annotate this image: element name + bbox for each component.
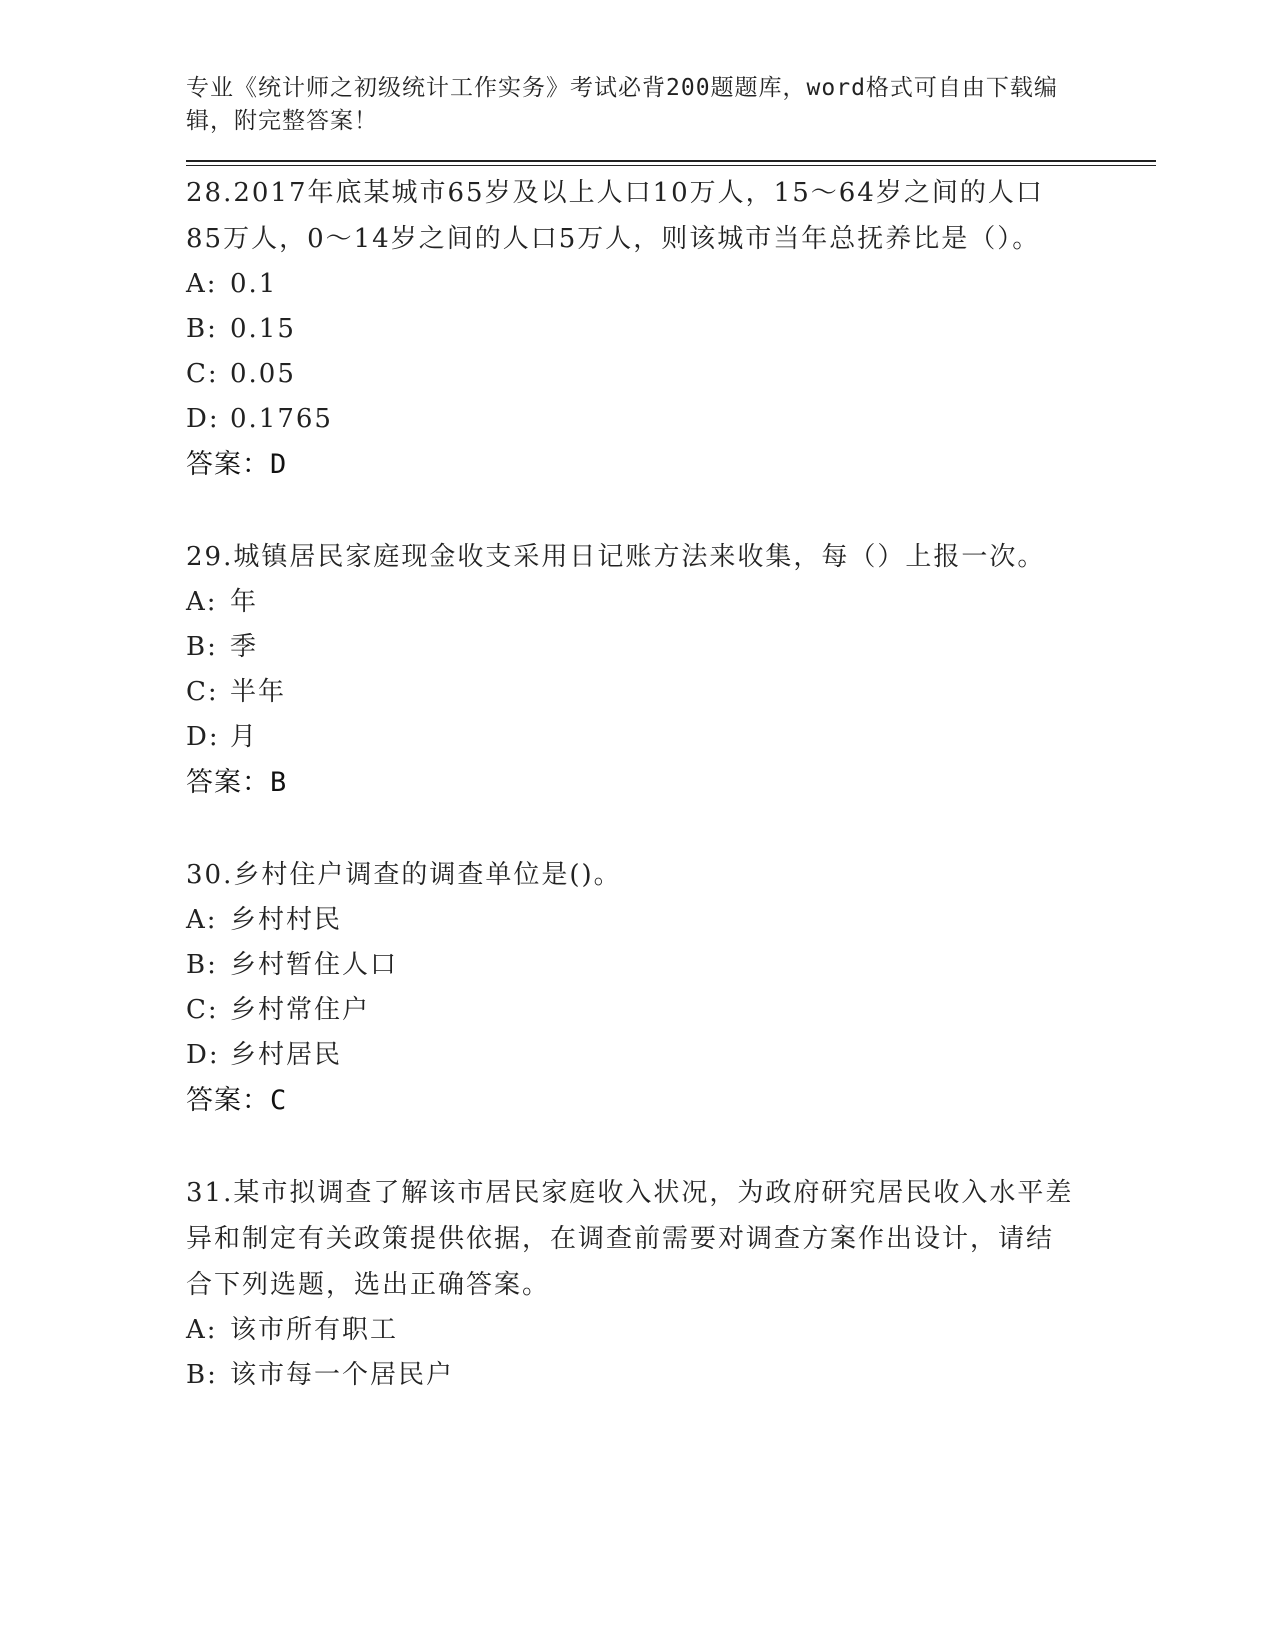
option-c bbox=[186, 670, 1156, 715]
option-text: 0.1765 bbox=[230, 404, 333, 434]
option-key: B: bbox=[186, 314, 218, 344]
option-text: 乡村居民 bbox=[230, 1040, 343, 1070]
option-text: 乡村村民 bbox=[230, 905, 343, 935]
option-b bbox=[186, 1353, 1156, 1398]
option-text: 乡村暂住人口 bbox=[230, 950, 399, 980]
answer-label: 答案：C bbox=[186, 1085, 288, 1116]
option-key: D: bbox=[186, 1040, 220, 1070]
option-d bbox=[186, 715, 1156, 760]
answer-label: 答案：B bbox=[186, 767, 288, 798]
option-b bbox=[186, 625, 1156, 670]
option-key: C: bbox=[186, 995, 219, 1025]
header-divider bbox=[186, 160, 1156, 162]
option-c bbox=[186, 988, 1156, 1033]
question-stem: 31.某市拟调查了解该市居民家庭收入状况，为政府研究居民收入水平差异和制定有关政策提供依据，在调查前需要对调查方案作出设计，请结合下列选题，选出正确答案。 bbox=[186, 1178, 1074, 1300]
option-key: A: bbox=[186, 1315, 218, 1345]
option-key: D: bbox=[186, 404, 220, 434]
option-d bbox=[186, 1033, 1156, 1078]
document-page bbox=[186, 72, 1156, 1398]
option-text: 月 bbox=[230, 722, 259, 752]
option-key: B: bbox=[186, 632, 218, 662]
option-key: B: bbox=[186, 1360, 218, 1390]
option-text: 该市所有职工 bbox=[230, 1315, 399, 1345]
option-text: 该市每一个居民户 bbox=[230, 1360, 455, 1390]
option-d bbox=[186, 397, 1156, 442]
option-key: C: bbox=[186, 677, 219, 707]
option-text: 年 bbox=[230, 587, 259, 617]
question-stem: 29.城镇居民家庭现金收支采用日记账方法来收集，每（）上报一次。 bbox=[186, 542, 1046, 572]
option-text: 0.05 bbox=[230, 359, 296, 389]
option-key: A: bbox=[186, 905, 218, 935]
question-30 bbox=[186, 852, 1156, 1123]
option-key: A: bbox=[186, 269, 218, 299]
question-stem: 30.乡村住户调查的调查单位是()。 bbox=[186, 860, 622, 890]
option-key: B: bbox=[186, 950, 218, 980]
question-stem: 28.2017年底某城市65岁及以上人口10万人，15～64岁之间的人口85万人，0～14岁之间的人口5万人，则该城市当年总抚养比是（）。 bbox=[186, 178, 1044, 254]
question-28 bbox=[186, 170, 1156, 487]
option-b bbox=[186, 943, 1156, 988]
option-b bbox=[186, 307, 1156, 352]
document-header: 专业《统计师之初级统计工作实务》考试必背200题题库，word格式可自由下载编辑，附完整答案！ bbox=[186, 75, 1058, 134]
question-29 bbox=[186, 534, 1156, 805]
option-key: C: bbox=[186, 359, 219, 389]
option-a bbox=[186, 262, 1156, 307]
option-text: 乡村常住户 bbox=[230, 995, 371, 1025]
option-text: 0.15 bbox=[230, 314, 296, 344]
answer-label: 答案：D bbox=[186, 449, 288, 480]
question-31 bbox=[186, 1170, 1156, 1398]
option-text: 季 bbox=[230, 632, 259, 662]
option-text: 半年 bbox=[230, 677, 287, 707]
option-c bbox=[186, 352, 1156, 397]
option-a bbox=[186, 898, 1156, 943]
option-a bbox=[186, 1308, 1156, 1353]
option-key: D: bbox=[186, 722, 220, 752]
option-a bbox=[186, 580, 1156, 625]
option-key: A: bbox=[186, 587, 218, 617]
option-text: 0.1 bbox=[230, 269, 278, 299]
